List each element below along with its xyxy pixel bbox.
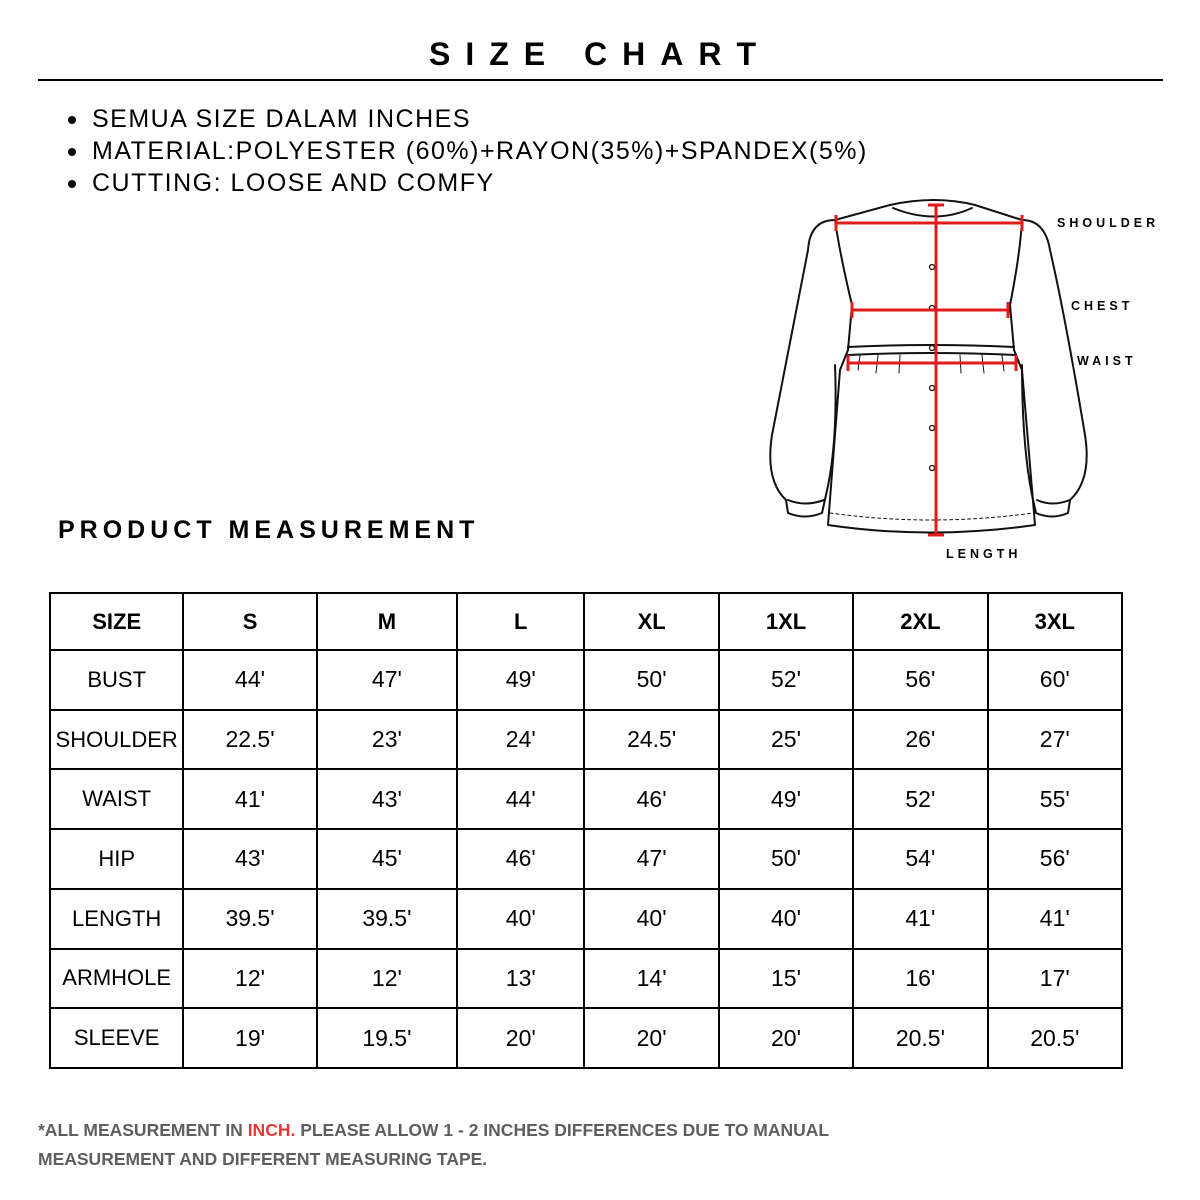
table-cell: 23' (317, 710, 457, 770)
table-cell: 46' (457, 829, 584, 889)
section-title: PRODUCT MEASUREMENT (58, 516, 480, 544)
table-cell: 50' (719, 829, 853, 889)
table-row (50, 769, 1122, 829)
garment-diagram (760, 195, 1200, 570)
table-cell: 41' (183, 769, 316, 829)
table-cell: 40' (584, 889, 718, 949)
table-cell: 54' (853, 829, 987, 889)
note-item: CUTTING: LOOSE AND COMFY (66, 167, 868, 199)
table-cell: 50' (584, 650, 718, 710)
row-label: SLEEVE (50, 1008, 183, 1068)
table-cell: 20' (719, 1008, 853, 1068)
shoulder-label: SHOULDER (1057, 216, 1160, 230)
title-divider (38, 79, 1163, 81)
table-cell: 14' (584, 949, 718, 1009)
row-label: HIP (50, 829, 183, 889)
table-cell: 47' (584, 829, 718, 889)
table-cell: 49' (719, 769, 853, 829)
table-cell: 24' (457, 710, 584, 770)
table-row (50, 1008, 1122, 1068)
header-cell: M (317, 593, 457, 650)
header-cell: L (457, 593, 584, 650)
header-cell: SIZE (50, 593, 183, 650)
footnote-suffix: PLEASE ALLOW 1 - 2 INCHES DIFFERENCES DUE TO MANUAL MEASUREMENT AND DIFFERENT MEASURING TAPE. (38, 1120, 829, 1169)
header-cell: XL (584, 593, 718, 650)
table-cell: 24.5' (584, 710, 718, 770)
table-cell: 39.5' (183, 889, 316, 949)
table-cell: 60' (988, 650, 1122, 710)
table-cell: 19.5' (317, 1008, 457, 1068)
table-cell: 22.5' (183, 710, 316, 770)
table-cell: 39.5' (317, 889, 457, 949)
row-label: BUST (50, 650, 183, 710)
row-label: SHOULDER (50, 710, 183, 770)
table-cell: 13' (457, 949, 584, 1009)
table-cell: 52' (853, 769, 987, 829)
table-cell: 19' (183, 1008, 316, 1068)
table-cell: 47' (317, 650, 457, 710)
table-cell: 12' (317, 949, 457, 1009)
table-cell: 41' (853, 889, 987, 949)
header-cell: 2XL (853, 593, 987, 650)
note-item: MATERIAL:POLYESTER (60%)+RAYON(35%)+SPANDEX(5%) (66, 135, 868, 167)
table-cell: 41' (988, 889, 1122, 949)
table-cell: 20' (457, 1008, 584, 1068)
table-cell: 43' (317, 769, 457, 829)
table-row (50, 889, 1122, 949)
table-cell: 46' (584, 769, 718, 829)
table-cell: 40' (719, 889, 853, 949)
footnote-highlight: INCH. (247, 1120, 296, 1140)
table-cell: 55' (988, 769, 1122, 829)
table-cell: 20.5' (853, 1008, 987, 1068)
header-cell: S (183, 593, 316, 650)
row-label: ARMHOLE (50, 949, 183, 1009)
table-cell: 16' (853, 949, 987, 1009)
length-label: LENGTH (946, 547, 1022, 561)
table-cell: 25' (719, 710, 853, 770)
table-cell: 56' (853, 650, 987, 710)
header-cell: 3XL (988, 593, 1122, 650)
table-cell: 26' (853, 710, 987, 770)
table-cell: 44' (457, 769, 584, 829)
table-cell: 49' (457, 650, 584, 710)
table-cell: 12' (183, 949, 316, 1009)
footnote-prefix: *ALL MEASUREMENT IN (38, 1120, 248, 1140)
footnote (38, 1116, 878, 1174)
blouse-outline-icon (760, 195, 1200, 570)
table-cell: 43' (183, 829, 316, 889)
size-table (49, 592, 1123, 1069)
table-cell: 20' (584, 1008, 718, 1068)
table-row (50, 710, 1122, 770)
table-cell: 40' (457, 889, 584, 949)
notes-list (66, 103, 868, 199)
header-cell: 1XL (719, 593, 853, 650)
table-cell: 20.5' (988, 1008, 1122, 1068)
table-cell: 27' (988, 710, 1122, 770)
table-cell: 44' (183, 650, 316, 710)
chest-label: CHEST (1071, 299, 1134, 313)
table-row (50, 949, 1122, 1009)
note-item: SEMUA SIZE DALAM INCHES (66, 103, 868, 135)
table-cell: 17' (988, 949, 1122, 1009)
table-header-row (50, 593, 1122, 650)
table-cell: 52' (719, 650, 853, 710)
row-label: LENGTH (50, 889, 183, 949)
table-row (50, 829, 1122, 889)
row-label: WAIST (50, 769, 183, 829)
table-cell: 45' (317, 829, 457, 889)
table-cell: 15' (719, 949, 853, 1009)
table-cell: 56' (988, 829, 1122, 889)
page-title: SIZE CHART (429, 36, 771, 72)
table-row (50, 650, 1122, 710)
waist-label: WAIST (1077, 354, 1137, 368)
